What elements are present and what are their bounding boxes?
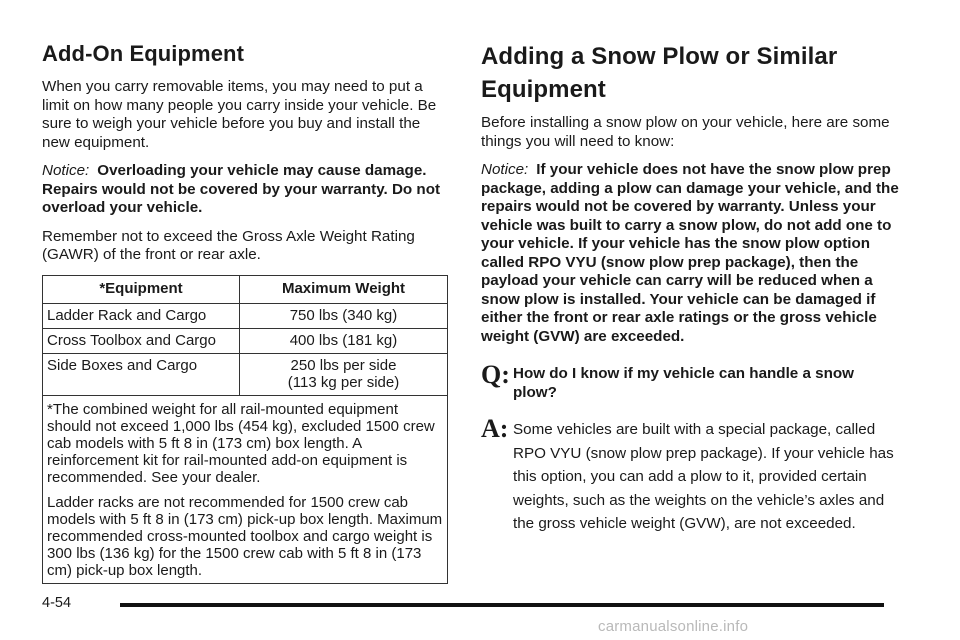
table-note-combined-weight: *The combined weight for all rail-mounted equipment should not exceed 1,000 lbs (454 kg), excluded 1500 crew cab models with 5 ft 8 in (173 cm) box length. A reinforcement kit for rail-mounted add-on equipment is recommended. See your dealer.	[47, 400, 435, 486]
notice-label: Notice:	[42, 162, 90, 179]
table-cell: 400 lbs (181 kg)	[240, 328, 448, 353]
table-header-max-weight: Maximum Weight	[240, 275, 448, 303]
footer-rule	[120, 603, 884, 607]
question-block	[481, 360, 901, 402]
question-letter: Q:	[481, 360, 510, 389]
watermark: carmanualsonline.info	[598, 618, 749, 635]
table-cell-line: 250 lbs per side	[290, 356, 397, 374]
answer-letter: A:	[481, 414, 509, 443]
answer-text: Some vehicles are built with a special package, called RPO VYU (snow plow prep package). If your vehicle has this option, you can add a plow to it, provided certain weights, such as the weights on the vehicle’s axles and the gross vehicle weight (GVW), are not exceeded.	[513, 421, 894, 532]
table-cell	[240, 353, 448, 395]
answer-block	[481, 414, 901, 536]
table-header-equipment: *Equipment	[43, 275, 240, 303]
table-cell: Ladder Rack and Cargo	[43, 303, 240, 328]
notice-label: Notice:	[481, 161, 529, 178]
add-on-notice	[42, 162, 448, 218]
snow-plow-intro: Before installing a snow plow on your vehicle, here are some things you will need to know:	[481, 114, 890, 150]
table-cell: 750 lbs (340 kg)	[240, 303, 448, 328]
snow-plow-heading: Adding a Snow Plow or Similar Equipment	[481, 43, 838, 103]
table-cell: Cross Toolbox and Cargo	[43, 328, 240, 353]
table-cell-line: (113 kg per side)	[287, 373, 400, 391]
notice-text: Overloading your vehicle may cause damage. Repairs would not be covered by your warranty. Do not overload your vehicle.	[42, 162, 441, 216]
notice-text: If your vehicle does not have the snow plow prep package, adding a plow can damage your vehicle, and the repairs would not be covered by warranty. Unless your vehicle was built to carry a snow plow, do not add one to your vehicle. If your vehicle has the snow plow option called RPO VYU (snow plow prep package), then the payload your vehicle can carry will be reduced when a snow plow is installed. Your vehicle can be damaged if either the front or rear axle ratings or the gross vehicle weight (GVW) are exceeded.	[481, 161, 899, 345]
right-column	[481, 40, 901, 536]
table-note-ladder-racks: Ladder racks are not recommended for 1500 crew cab models with 5 ft 8 in (173 cm) pick-up box length. Maximum recommended cross-mounted toolbox and cargo weight is 300 lbs (136 kg) for the 1500 crew cab with 5 ft 8 in (173 cm) pick-up box length.	[47, 493, 443, 579]
question-text: How do I know if my vehicle can handle a snow plow?	[513, 365, 854, 401]
gawr-text: Remember not to exceed the Gross Axle Weight Rating (GAWR) of the front or rear axle.	[42, 227, 415, 263]
table-row	[43, 303, 448, 328]
table-header-row	[43, 275, 448, 303]
snow-plow-notice	[481, 161, 901, 346]
table-row	[43, 353, 448, 395]
table-note-row	[43, 395, 448, 583]
page-number: 4-54	[42, 595, 72, 611]
equipment-weight-table	[42, 275, 448, 584]
table-cell: Side Boxes and Cargo	[43, 353, 240, 395]
table-note-cell	[43, 395, 448, 583]
table-row	[43, 328, 448, 353]
add-on-intro: When you carry removable items, you may need to put a limit on how many people you carry inside your vehicle. Be sure to weigh your vehicle before you buy and install the new equipment.	[42, 78, 437, 151]
left-column	[42, 40, 448, 584]
add-on-equipment-heading: Add-On Equipment	[42, 41, 245, 66]
